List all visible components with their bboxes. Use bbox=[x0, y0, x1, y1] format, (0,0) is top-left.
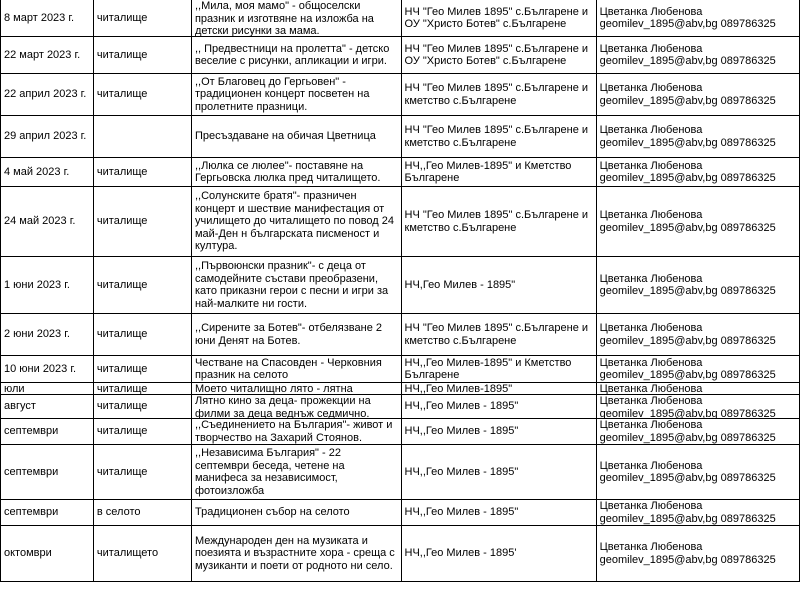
organizer-cell-text: НЧ,,Гео Милев-1895" и Кметство Българене bbox=[404, 356, 572, 381]
contact-cell-text: Цветанка Любенова geomilev_1895@abv,bg 089786325 bbox=[599, 272, 776, 297]
organizer-cell-text: НЧ,,Гео Милев-1895" bbox=[404, 383, 513, 394]
event-cell bbox=[191, 383, 401, 395]
date-cell bbox=[1, 158, 94, 187]
organizer-cell-text: НЧ,Гео Милев - 1895" bbox=[404, 278, 516, 291]
event-cell-text: ,,Съединението на България"- живот и творчество на Захарий Стоянов. bbox=[194, 419, 393, 444]
organizer-cell bbox=[401, 314, 596, 356]
table-row bbox=[1, 74, 800, 116]
organizer-cell-text: НЧ,,Гео Милев - 1895' bbox=[404, 547, 517, 560]
place-cell bbox=[93, 419, 191, 445]
contact-cell-text: Цветанка Любенова bbox=[599, 383, 703, 394]
place-cell bbox=[93, 37, 191, 74]
table-row bbox=[1, 257, 800, 314]
date-cell bbox=[1, 356, 94, 383]
date-cell bbox=[1, 395, 94, 419]
contact-cell-text: Цветанка Любенова geomilev_1895@abv,bg 089786325 bbox=[599, 459, 776, 484]
contact-cell-text: Цветанка Любенова geomilev_1895@abv,bg 089786325 bbox=[599, 395, 776, 418]
place-cell-text: читалище bbox=[96, 88, 148, 101]
table-row bbox=[1, 37, 800, 74]
event-cell bbox=[191, 158, 401, 187]
organizer-cell-text: НЧ,,Гео Милев - 1895" bbox=[404, 506, 519, 519]
contact-cell bbox=[596, 500, 799, 526]
date-cell bbox=[1, 383, 94, 395]
place-cell bbox=[93, 187, 191, 257]
date-cell-text: 2 юни 2023 г. bbox=[4, 328, 70, 341]
event-cell bbox=[191, 395, 401, 419]
date-cell-text: 4 май 2023 г. bbox=[4, 165, 70, 178]
event-cell-text: Лятно кино за деца- прожекции на филми за деца веднъж седмично. bbox=[194, 395, 371, 418]
contact-cell bbox=[596, 395, 799, 419]
organizer-cell bbox=[401, 395, 596, 419]
table-row bbox=[1, 526, 800, 582]
place-cell bbox=[93, 395, 191, 419]
contact-cell-text: Цветанка Любенова geomilev_1895@abv,bg 089786325 bbox=[599, 5, 776, 30]
organizer-cell-text: НЧ "Гео Милев 1895" с.Българене и ОУ "Христо Ботев" с.Българене bbox=[404, 5, 589, 30]
organizer-cell bbox=[401, 187, 596, 257]
place-cell bbox=[93, 445, 191, 500]
contact-cell-text: Цветанка Любенова geomilev_1895@abv,bg 089786325 bbox=[599, 322, 776, 347]
contact-cell-text: Цветанка Любенова geomilev_1895@abv,bg 089786325 bbox=[599, 419, 776, 444]
place-cell bbox=[93, 383, 191, 395]
table-row bbox=[1, 116, 800, 158]
date-cell-text: август bbox=[4, 400, 36, 413]
event-cell bbox=[191, 257, 401, 314]
table-row bbox=[1, 187, 800, 257]
contact-cell bbox=[596, 445, 799, 500]
contact-cell bbox=[596, 383, 799, 395]
contact-cell bbox=[596, 37, 799, 74]
organizer-cell-text: НЧ,,Гео Милев - 1895" bbox=[404, 400, 519, 413]
event-cell-text: ,,Мила, моя мамо" - общоселски празник и изготвяне на изложба на детски рисунки за мама. bbox=[194, 0, 374, 36]
contact-cell-text: Цветанка Любенова geomilev_1895@abv,bg 089786325 bbox=[599, 159, 776, 184]
organizer-cell bbox=[401, 0, 596, 37]
table-row bbox=[1, 419, 800, 445]
contact-cell bbox=[596, 314, 799, 356]
organizer-cell bbox=[401, 37, 596, 74]
date-cell-text: 10 юни 2023 г. bbox=[4, 362, 77, 375]
contact-cell-text: Цветанка Любенова geomilev_1895@abv,bg 089786325 bbox=[599, 500, 776, 525]
date-cell bbox=[1, 116, 94, 158]
date-cell bbox=[1, 500, 94, 526]
place-cell-text: читалище bbox=[96, 328, 148, 341]
event-cell-text: Пресъздаване на обичая Цветница bbox=[194, 130, 376, 143]
table-row bbox=[1, 356, 800, 383]
date-cell bbox=[1, 37, 94, 74]
date-cell-text: 24 май 2023 г. bbox=[4, 215, 76, 228]
contact-cell-text: Цветанка Любенова geomilev_1895@abv,bg 089786325 bbox=[599, 124, 776, 149]
date-cell-text: 22 април 2023 г. bbox=[4, 88, 87, 101]
place-cell bbox=[93, 500, 191, 526]
date-cell-text: октомври bbox=[4, 547, 52, 560]
organizer-cell bbox=[401, 356, 596, 383]
table-row bbox=[1, 500, 800, 526]
place-cell-text: читалище bbox=[96, 362, 148, 375]
date-cell-text: септември bbox=[4, 425, 59, 438]
date-cell bbox=[1, 257, 94, 314]
date-cell-text: 1 юни 2023 г. bbox=[4, 278, 70, 291]
place-cell-text: читалище bbox=[96, 383, 148, 394]
date-cell-text: 8 март 2023 г. bbox=[4, 11, 75, 24]
contact-cell-text: Цветанка Любенова geomilev_1895@abv,bg 089786325 bbox=[599, 541, 776, 566]
place-cell bbox=[93, 0, 191, 37]
organizer-cell bbox=[401, 445, 596, 500]
place-cell-text: читалището bbox=[96, 547, 159, 560]
table-row bbox=[1, 445, 800, 500]
event-cell bbox=[191, 37, 401, 74]
event-cell bbox=[191, 116, 401, 158]
date-cell bbox=[1, 314, 94, 356]
place-cell bbox=[93, 74, 191, 116]
event-cell-text: Моето читалищно лято - лятна bbox=[194, 383, 353, 394]
contact-cell bbox=[596, 158, 799, 187]
table-row bbox=[1, 395, 800, 419]
organizer-cell-text: НЧ,,Гео Милев - 1895" bbox=[404, 465, 519, 478]
date-cell-text: 29 април 2023 г. bbox=[4, 130, 87, 143]
organizer-cell bbox=[401, 383, 596, 395]
date-cell bbox=[1, 419, 94, 445]
organizer-cell bbox=[401, 419, 596, 445]
event-cell bbox=[191, 0, 401, 37]
event-cell bbox=[191, 419, 401, 445]
event-cell-text: Международен ден на музиката и поезията и възрастните хора - среща с музиканти и поети от родното ни село. bbox=[194, 534, 395, 572]
event-cell bbox=[191, 187, 401, 257]
table-row bbox=[1, 314, 800, 356]
contact-cell bbox=[596, 116, 799, 158]
place-cell-text: читалище bbox=[96, 165, 148, 178]
event-cell bbox=[191, 526, 401, 582]
event-cell bbox=[191, 500, 401, 526]
table-row bbox=[1, 0, 800, 37]
date-cell-text: септември bbox=[4, 465, 59, 478]
table-row bbox=[1, 383, 800, 395]
event-cell bbox=[191, 314, 401, 356]
event-cell-text: ,,Първоюнски празник"- с деца от самодейните състави преобразени, като приказни герои с песни и игри за най-малките ни гости. bbox=[194, 260, 389, 310]
organizer-cell-text: НЧ "Гео Милев 1895" с.Българене и кметство с.Българене bbox=[404, 82, 589, 107]
place-cell bbox=[93, 356, 191, 383]
event-cell-text: ,,Сирените за Ботев"- отбелязване 2 юни Денят на Ботев. bbox=[194, 322, 382, 347]
event-cell-text: ,,Люлка се люлее"- поставяне на Гергьовска люлка пред читалището. bbox=[194, 159, 381, 184]
place-cell bbox=[93, 158, 191, 187]
date-cell-text: септември bbox=[4, 506, 59, 519]
event-cell-text: ,,От Благовец до Гергьовен" - традиционен концерт посветен на пролетните празници. bbox=[194, 75, 370, 113]
contact-cell-text: Цветанка Любенова geomilev_1895@abv,bg 089786325 bbox=[599, 42, 776, 67]
event-cell bbox=[191, 356, 401, 383]
place-cell-text: читалище bbox=[96, 215, 148, 228]
organizer-cell-text: НЧ "Гео Милев 1895" с.Българене и кметство с.Българене bbox=[404, 209, 589, 234]
contact-cell-text: Цветанка Любенова geomilev_1895@abv,bg 089786325 bbox=[599, 82, 776, 107]
organizer-cell bbox=[401, 526, 596, 582]
event-cell bbox=[191, 74, 401, 116]
date-cell bbox=[1, 445, 94, 500]
date-cell bbox=[1, 526, 94, 582]
event-cell-text: ,, Предвестници на пролетта" - детско веселие с рисунки, апликации и игри. bbox=[194, 42, 390, 67]
contact-cell bbox=[596, 187, 799, 257]
contact-cell-text: Цветанка Любенова geomilev_1895@abv,bg 089786325 bbox=[599, 356, 776, 381]
place-cell bbox=[93, 314, 191, 356]
organizer-cell bbox=[401, 500, 596, 526]
place-cell-text: читалище bbox=[96, 278, 148, 291]
organizer-cell-text: НЧ,,Гео Милев - 1895" bbox=[404, 425, 519, 438]
date-cell-text: 22 март 2023 г. bbox=[4, 48, 81, 61]
event-cell-text: Традиционен събор на селото bbox=[194, 506, 350, 519]
place-cell-text: читалище bbox=[96, 400, 148, 413]
organizer-cell bbox=[401, 74, 596, 116]
organizer-cell bbox=[401, 257, 596, 314]
place-cell bbox=[93, 526, 191, 582]
date-cell-text: юли bbox=[4, 383, 25, 394]
date-cell bbox=[1, 0, 94, 37]
organizer-cell-text: НЧ "Гео Милев 1895" с.Българене и кметство с.Българене bbox=[404, 322, 589, 347]
place-cell-text: читалище bbox=[96, 11, 148, 24]
contact-cell-text: Цветанка Любенова geomilev_1895@abv,bg 089786325 bbox=[599, 209, 776, 234]
contact-cell bbox=[596, 0, 799, 37]
place-cell bbox=[93, 116, 191, 158]
place-cell-text: читалище bbox=[96, 465, 148, 478]
table-row bbox=[1, 158, 800, 187]
event-cell-text: ,,Солунските братя"- празничен концерт и шествие манифестация от училището до читалището по повод 24 май-Ден н българската писменост и култура. bbox=[194, 190, 395, 253]
event-cell-text: Честване на Спасовден - Черковния празник на селото bbox=[194, 356, 382, 381]
contact-cell bbox=[596, 74, 799, 116]
date-cell bbox=[1, 74, 94, 116]
organizer-cell-text: НЧ "Гео Милев 1895" с.Българене и ОУ "Христо Ботев" с.Българене bbox=[404, 42, 589, 67]
place-cell-text: в селото bbox=[96, 506, 141, 519]
organizer-cell bbox=[401, 158, 596, 187]
organizer-cell-text: НЧ "Гео Милев 1895" с.Българене и кметство с.Българене bbox=[404, 124, 589, 149]
event-cell bbox=[191, 445, 401, 500]
contact-cell bbox=[596, 356, 799, 383]
place-cell bbox=[93, 257, 191, 314]
date-cell bbox=[1, 187, 94, 257]
contact-cell bbox=[596, 257, 799, 314]
place-cell-text: читалище bbox=[96, 425, 148, 438]
organizer-cell-text: НЧ,,Гео Милев-1895" и Кметство Българене bbox=[404, 159, 572, 184]
event-cell-text: ,,Независима България" - 22 септември беседа, четене на манифеса за независимост, фотоизложба bbox=[194, 447, 345, 497]
contact-cell bbox=[596, 419, 799, 445]
place-cell-text: читалище bbox=[96, 48, 148, 61]
organizer-cell bbox=[401, 116, 596, 158]
contact-cell bbox=[596, 526, 799, 582]
